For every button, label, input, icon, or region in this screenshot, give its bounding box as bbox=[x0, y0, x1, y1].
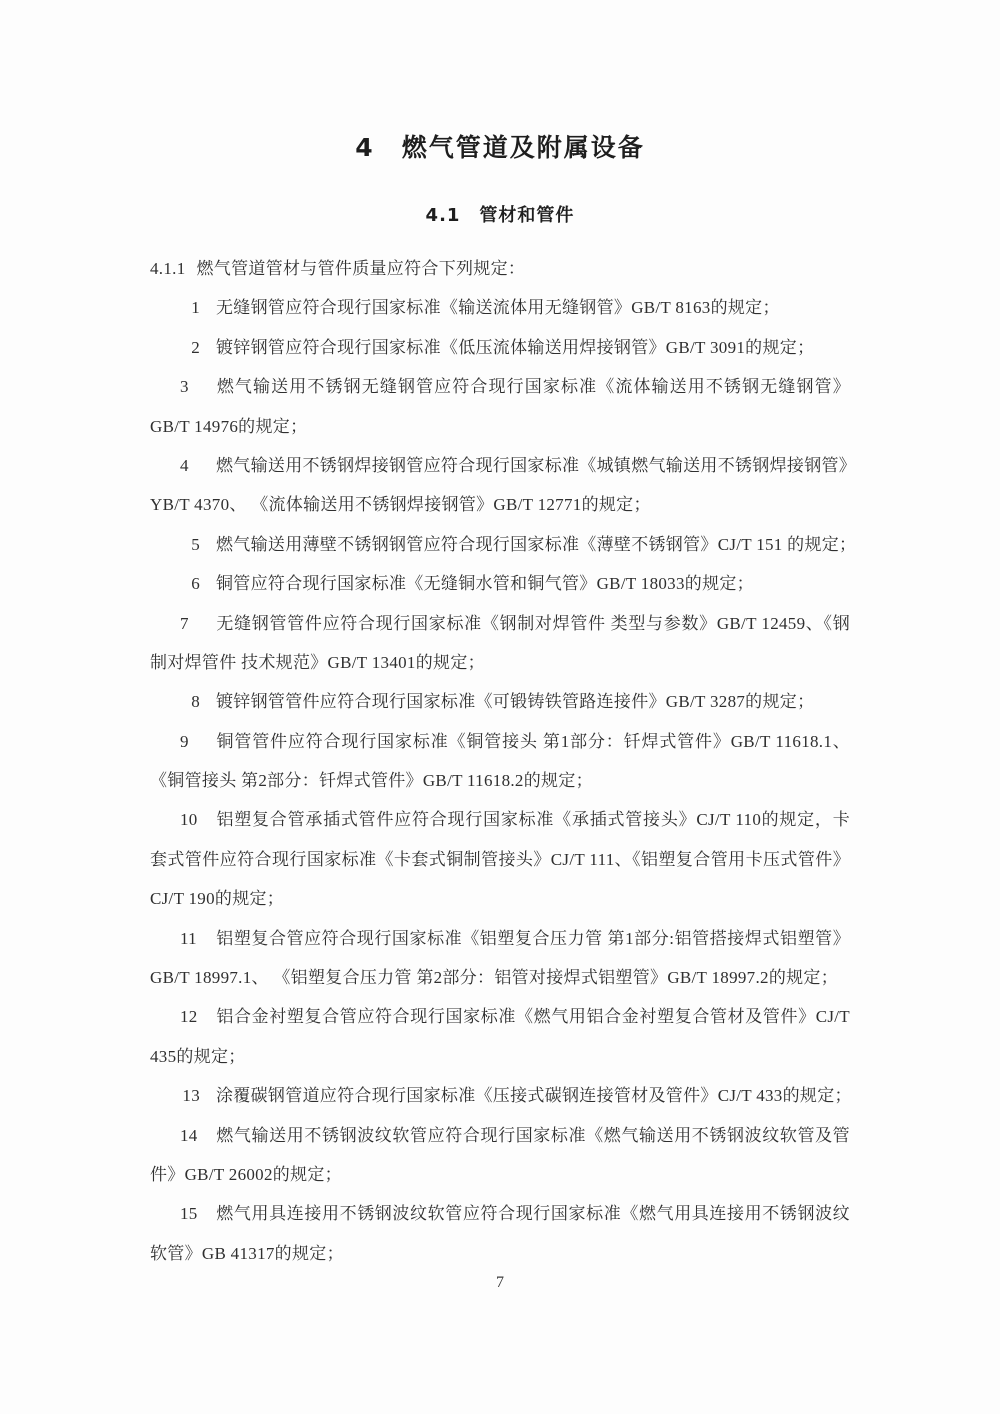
continuation-line bbox=[150, 879, 850, 918]
item-line bbox=[150, 682, 850, 721]
item-line bbox=[150, 288, 850, 327]
continuation-line bbox=[150, 1234, 850, 1273]
item-line bbox=[150, 919, 850, 958]
continuation-line bbox=[150, 958, 850, 997]
item-line bbox=[150, 525, 857, 564]
line-text: 燃气输送用薄壁不锈钢钢管应符合现行国家标准《薄壁不锈钢管》CJ/T 151 的规定； bbox=[216, 534, 857, 554]
item-number: 13 bbox=[182, 1086, 200, 1106]
line-text: 镀锌钢管应符合现行国家标准《低压流体输送用焊接钢管》GB/T 3091的规定； bbox=[216, 337, 815, 357]
continuation-line bbox=[150, 485, 850, 524]
item-line bbox=[150, 722, 850, 761]
line-text: 铝合金衬塑复合管应符合现行国家标准《燃气用铝合金衬塑复合管材及管件》CJ/T bbox=[216, 1007, 850, 1027]
item-number: 8 bbox=[191, 692, 200, 712]
line-text: 无缝钢管管件应符合现行国家标准《钢制对焊管件 类型与参数》GB/T 12459、《钢 bbox=[216, 613, 850, 633]
item-line bbox=[150, 446, 857, 485]
line-text: 铝塑复合管承插式管件应符合现行国家标准《承插式管接头》CJ/T 110的规定，卡 bbox=[216, 810, 850, 830]
clause-line bbox=[150, 249, 850, 288]
line-text: 件》GB/T 26002的规定； bbox=[150, 1164, 342, 1184]
line-text: 无缝钢管应符合现行国家标准《输送流体用无缝钢管》GB/T 8163的规定； bbox=[216, 298, 780, 318]
line-text: 套式管件应符合现行国家标准《卡套式铜制管接头》CJ/T 111、《铝塑复合管用卡压式管件》 bbox=[150, 849, 850, 869]
line-text: 铜管应符合现行国家标准《无缝铜水管和铜气管》GB/T 18033的规定； bbox=[216, 574, 754, 594]
item-number: 15 bbox=[180, 1204, 198, 1224]
line-text: 燃气输送用不锈钢无缝钢管应符合现行国家标准《流体输送用不锈钢无缝钢管》 bbox=[216, 377, 850, 397]
line-text: 435的规定； bbox=[150, 1046, 246, 1066]
continuation-line bbox=[150, 840, 850, 879]
continuation-line bbox=[150, 761, 850, 800]
continuation-line bbox=[150, 407, 850, 446]
item-number: 1 bbox=[191, 298, 200, 318]
line-text: 燃气用具连接用不锈钢波纹软管应符合现行国家标准《燃气用具连接用不锈钢波纹 bbox=[216, 1204, 850, 1224]
line-text: 软管》GB 41317的规定； bbox=[150, 1243, 344, 1263]
document-body bbox=[150, 249, 857, 1273]
continuation-line bbox=[150, 1155, 850, 1194]
line-text: 《铜管接头 第2部分：钎焊式管件》GB/T 11618.2的规定； bbox=[150, 771, 593, 791]
line-text: GB/T 18997.1、 《铝塑复合压力管 第2部分：铝管对接焊式铝塑管》GB/T 18997.2的规定； bbox=[150, 968, 839, 988]
item-line bbox=[150, 564, 850, 603]
section-title: 4.1 管材和管件 bbox=[425, 205, 575, 226]
line-text: 铝塑复合管应符合现行国家标准《铝塑复合压力管 第1部分:铝管搭接焊式铝塑管》 bbox=[216, 928, 850, 948]
item-number: 2 bbox=[191, 337, 200, 357]
line-text: 燃气管道管材与管件质量应符合下列规定： bbox=[196, 259, 526, 278]
page-number: 7 bbox=[496, 1274, 504, 1291]
line-text: GB/T 14976的规定； bbox=[150, 416, 308, 436]
item-number: 6 bbox=[191, 574, 200, 594]
item-line bbox=[150, 604, 850, 643]
item-line bbox=[150, 367, 850, 406]
line-text: YB/T 4370、 《流体输送用不锈钢焊接钢管》GB/T 12771的规定； bbox=[150, 495, 651, 515]
item-number: 3 bbox=[180, 377, 189, 397]
item-line bbox=[150, 1076, 850, 1115]
line-text: 制对焊管件 技术规范》GB/T 13401的规定； bbox=[150, 652, 485, 672]
line-text: 涂覆碳钢管道应符合现行国家标准《压接式碳钢连接管材及管件》CJ/T 433的规定； bbox=[216, 1086, 852, 1106]
item-number: 4 bbox=[180, 455, 189, 475]
line-text: CJ/T 190的规定； bbox=[150, 889, 285, 909]
item-number: 9 bbox=[180, 731, 189, 751]
line-text: 铜管管件应符合现行国家标准《铜管接头 第1部分：钎焊式管件》GB/T 11618.1、 bbox=[216, 731, 850, 751]
line-text: 镀锌钢管管件应符合现行国家标准《可锻铸铁管路连接件》GB/T 3287的规定； bbox=[216, 692, 815, 712]
item-line bbox=[150, 800, 850, 839]
item-number: 11 bbox=[180, 928, 197, 948]
item-number: 10 bbox=[180, 810, 198, 830]
item-number: 12 bbox=[180, 1007, 198, 1027]
line-text: 燃气输送用不锈钢波纹软管应符合现行国家标准《燃气输送用不锈钢波纹软管及管 bbox=[216, 1125, 850, 1145]
line-text: 燃气输送用不锈钢焊接钢管应符合现行国家标准《城镇燃气输送用不锈钢焊接钢管》 bbox=[216, 455, 857, 475]
item-line bbox=[150, 1116, 850, 1155]
item-line bbox=[150, 328, 850, 367]
item-number: 5 bbox=[191, 534, 200, 554]
item-line bbox=[150, 997, 850, 1036]
item-line bbox=[150, 1194, 850, 1233]
continuation-line bbox=[150, 643, 850, 682]
clause-number: 4.1.1 bbox=[150, 259, 186, 278]
item-number: 14 bbox=[180, 1125, 198, 1145]
item-number: 7 bbox=[180, 613, 189, 633]
continuation-line bbox=[150, 1037, 850, 1076]
chapter-title: 4 燃气管道及附属设备 bbox=[355, 133, 645, 162]
